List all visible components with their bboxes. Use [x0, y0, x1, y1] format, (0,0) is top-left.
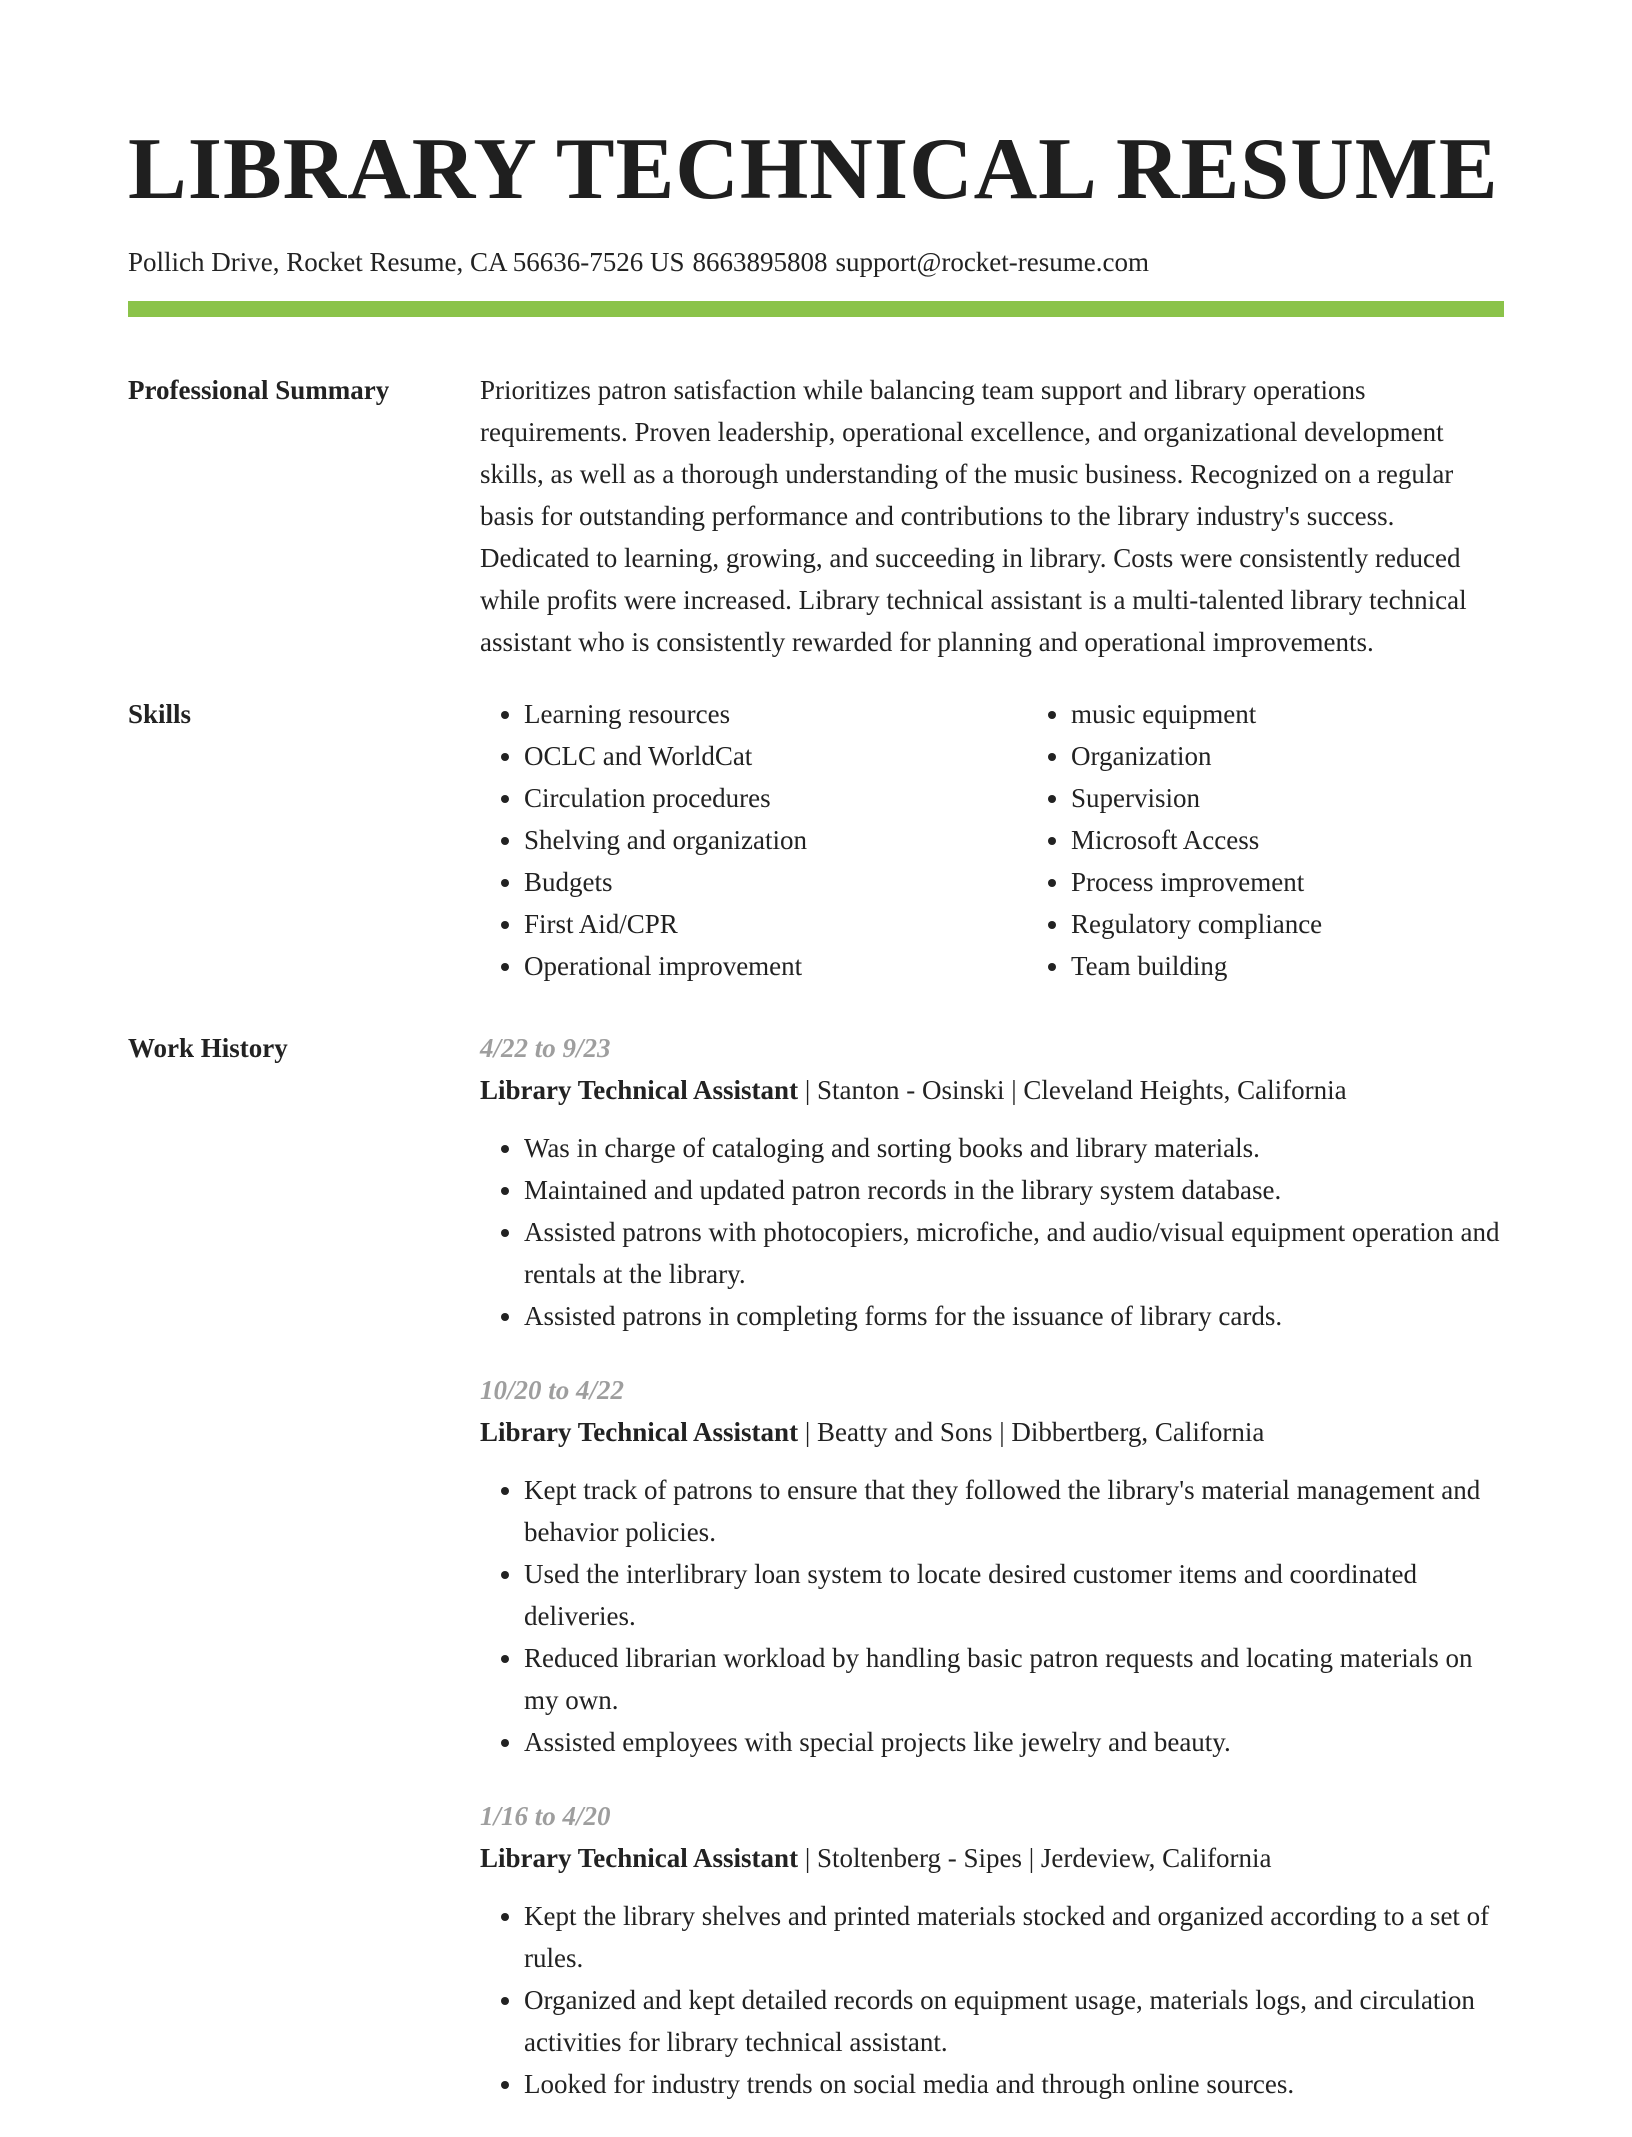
job-heading — [480, 1411, 1504, 1453]
skills-list-left — [480, 693, 1027, 987]
job-duty: • Assisted patrons in completing forms for the issuance of library cards. — [524, 1295, 1504, 1337]
job-duties — [480, 1127, 1504, 1337]
job-title: Library Technical Assistant — [480, 1843, 799, 1873]
accent-divider — [128, 301, 1504, 317]
job-duties — [480, 1469, 1504, 1763]
job-title: Library Technical Assistant — [480, 1075, 799, 1105]
job-duty: • Looked for industry trends on social media and through online sources. — [524, 2063, 1504, 2105]
separator: | — [804, 1417, 817, 1447]
skills-grid — [480, 693, 1504, 987]
skill-item: • music equipment — [1071, 693, 1504, 735]
job-title: Library Technical Assistant — [480, 1417, 799, 1447]
job-duty: • Reduced librarian workload by handling basic patron requests and locating materials on my own. — [524, 1637, 1504, 1721]
skill-item: • Regulatory compliance — [1071, 903, 1504, 945]
job-entry — [480, 1369, 1504, 1763]
job-dates: 4/22 to 9/23 — [480, 1033, 611, 1063]
skill-item: • Organization — [1071, 735, 1504, 777]
job-duty: • Assisted employees with special projects like jewelry and beauty. — [524, 1721, 1504, 1763]
separator: | — [804, 1843, 817, 1873]
contact-line — [128, 246, 1504, 278]
job-company: Stoltenberg - Sipes — [816, 1843, 1022, 1873]
skills-list-right — [1027, 693, 1504, 987]
separator: | — [999, 1417, 1012, 1447]
separator: | — [1011, 1075, 1024, 1105]
separator: | — [1028, 1843, 1041, 1873]
resume-name: LIBRARY TECHNICAL RESUME — [128, 121, 1499, 218]
section-heading-work: Work History — [128, 1033, 288, 1063]
skill-item: • Process improvement — [1071, 861, 1504, 903]
resume-page — [128, 120, 1504, 2137]
job-duty: • Maintained and updated patron records in the library system database. — [524, 1169, 1504, 1211]
skill-item: • Operational improvement — [524, 945, 1027, 987]
job-entry — [480, 1795, 1504, 2105]
job-location: Cleveland Heights, California — [1023, 1075, 1347, 1105]
skill-item: • Learning resources — [524, 693, 1027, 735]
contact-email: support@rocket-resume.com — [835, 247, 1149, 277]
job-heading — [480, 1837, 1504, 1879]
job-company: Stanton - Osinski — [816, 1075, 1005, 1105]
skill-item: • Circulation procedures — [524, 777, 1027, 819]
contact-address: Pollich Drive, Rocket Resume, CA 56636-7526 US — [128, 247, 685, 277]
job-dates: 10/20 to 4/22 — [480, 1375, 625, 1405]
job-heading — [480, 1069, 1504, 1111]
job-duty: • Organized and kept detailed records on equipment usage, materials logs, and circulation activities for library technical assistant. — [524, 1979, 1504, 2063]
skill-item: • Microsoft Access — [1071, 819, 1504, 861]
section-heading-summary: Professional Summary — [128, 375, 390, 405]
skill-item: • OCLC and WorldCat — [524, 735, 1027, 777]
summary-section — [128, 369, 1504, 663]
job-duties — [480, 1895, 1504, 2105]
job-duty: • Kept track of patrons to ensure that they followed the library's material management and behavior policies. — [524, 1469, 1504, 1553]
job-duty: • Kept the library shelves and printed materials stocked and organized according to a set of rules. — [524, 1895, 1504, 1979]
skill-item: • First Aid/CPR — [524, 903, 1027, 945]
skill-item: • Team building — [1071, 945, 1504, 987]
job-location: Jerdeview, California — [1040, 1843, 1272, 1873]
skill-item: • Supervision — [1071, 777, 1504, 819]
skills-section — [128, 693, 1504, 987]
separator: | — [804, 1075, 817, 1105]
job-company: Beatty and Sons — [816, 1417, 993, 1447]
job-dates: 1/16 to 4/20 — [480, 1801, 611, 1831]
skill-item: • Shelving and organization — [524, 819, 1027, 861]
section-heading-skills: Skills — [128, 699, 192, 729]
job-entry — [480, 1027, 1504, 1337]
job-duty: • Was in charge of cataloging and sorting books and library materials. — [524, 1127, 1504, 1169]
summary-text: Prioritizes patron satisfaction while balancing team support and library operations requirements. Proven leadership, operational excellence, and organizational development skills, as well as a thorough understanding of the music business. Recognized on a regular basis for outstanding performance and contributions to the library industry's success. Dedicated to learning, growing, and succeeding in library. Costs were consistently reduced while profits were increased. Library technical assistant is a multi-talented library technical assistant who is consistently rewarded for planning and operational improvements. — [480, 375, 1467, 657]
contact-phone: 8663895808 — [692, 247, 828, 277]
job-duty: • Assisted patrons with photocopiers, microfiche, and audio/visual equipment operation and rentals at the library. — [524, 1211, 1504, 1295]
job-location: Dibbertberg, California — [1011, 1417, 1265, 1447]
job-duty: • Used the interlibrary loan system to locate desired customer items and coordinated deliveries. — [524, 1553, 1504, 1637]
work-history-section — [128, 1027, 1504, 2137]
skill-item: • Budgets — [524, 861, 1027, 903]
